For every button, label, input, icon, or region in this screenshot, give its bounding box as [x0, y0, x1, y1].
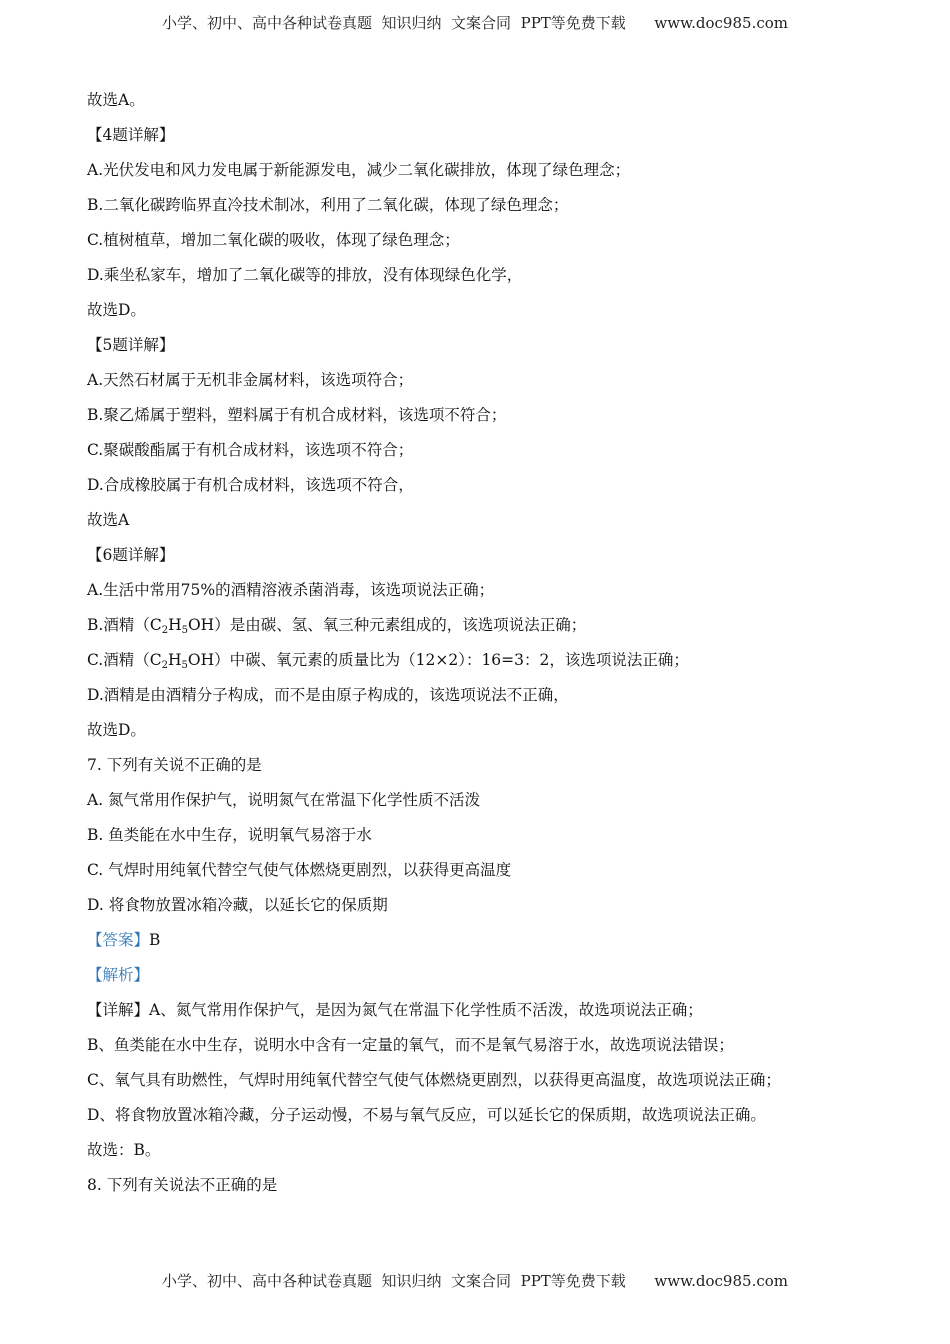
text-segment: A.生活中常用75%的酒精溶液杀菌消毒，该选项说法正确；	[87, 581, 495, 599]
text-line	[87, 125, 174, 145]
text-line	[87, 230, 460, 250]
text-segment: D.乘坐私家车，增加了二氧化碳等的排放，没有体现绿色化学，	[87, 266, 523, 284]
subscript: 2	[161, 625, 169, 636]
text-segment: C.酒精（C	[87, 651, 162, 669]
text-segment: D.合成橡胶属于有机合成材料，该选项不符合，	[87, 476, 414, 494]
text-segment: B. 鱼类能在水中生存，说明氧气易溶于水	[87, 826, 372, 844]
text-segment: 【详解】A、氮气常用作保护气，是因为氮气在常温下化学性质不活泼，故选项说法正确；	[87, 1001, 703, 1019]
text-segment: 故选D。	[87, 721, 146, 739]
text-segment: C.植树植草，增加二氧化碳的吸收，体现了绿色理念；	[87, 231, 460, 249]
subscript: 5	[181, 660, 188, 671]
text-line	[87, 1175, 277, 1195]
text-line	[87, 160, 630, 180]
text-segment: A.天然石材属于无机非金属材料，该选项符合；	[87, 371, 414, 389]
text-segment: 故选D。	[87, 301, 146, 319]
text-segment: OH）是由碳、氢、氧三种元素组成的，该选项说法正确；	[187, 616, 587, 634]
text-segment: H	[168, 616, 182, 634]
text-line	[87, 965, 149, 985]
text-line	[87, 1105, 766, 1125]
text-line	[87, 1140, 160, 1160]
text-segment: A. 氮气常用作保护气，说明氮气在常温下化学性质不活泼	[87, 791, 481, 809]
text-line	[87, 790, 480, 810]
text-line	[87, 685, 569, 705]
text-line	[87, 370, 413, 390]
text-line	[87, 755, 262, 775]
text-segment: 故选：B。	[87, 1141, 161, 1159]
subscript: 5	[181, 625, 188, 636]
text-line	[87, 335, 174, 355]
text-segment: OH）中碳、氧元素的质量比为（12×2）：16=3：2，该选项说法正确；	[187, 651, 689, 669]
text-line	[87, 475, 414, 495]
subscript: 2	[161, 660, 168, 671]
text-line	[87, 545, 174, 565]
text-segment: 7. 下列有关说不正确的是	[87, 756, 262, 774]
text-segment: B、鱼类能在水中生存，说明水中含有一定量的氧气，而不是氧气易溶于水，故选项说法错误；	[87, 1036, 734, 1054]
text-segment: D. 将食物放置冰箱冷藏，以延长它的保质期	[87, 896, 388, 914]
text-segment: B.二氧化碳跨临界直冷技术制冰，利用了二氧化碳，体现了绿色理念；	[87, 196, 569, 214]
page-footer: 小学、初中、高中各种试卷真题 知识归纳 文案合同 PPT等免费下载 www.doc985.com	[161, 1272, 788, 1290]
text-segment: 8. 下列有关说法不正确的是	[87, 1176, 278, 1194]
text-segment: D、将食物放置冰箱冷藏，分子运动慢，不易与氧气反应，可以延长它的保质期，故选项说法正确。	[87, 1106, 766, 1124]
text-segment: C、氧气具有助燃性，气焊时用纯氧代替空气使气体燃烧更剧烈，以获得更高温度，故选项说法正确；	[87, 1071, 781, 1089]
text-segment: C.聚碳酸酯属于有机合成材料，该选项不符合；	[87, 441, 414, 459]
text-line	[87, 440, 413, 460]
text-segment: 故选A	[87, 511, 130, 529]
text-line	[87, 300, 146, 320]
text-segment: B.聚乙烯属于塑料，塑料属于有机合成材料，该选项不符合；	[87, 406, 507, 424]
text-line	[87, 580, 494, 600]
text-line	[87, 1000, 703, 1020]
text-segment: 故选A。	[87, 91, 145, 109]
text-segment: H	[167, 651, 182, 669]
text-segment: A.光伏发电和风力发电属于新能源发电，减少二氧化碳排放，体现了绿色理念；	[87, 161, 631, 179]
text-line	[87, 615, 586, 635]
text-line	[87, 1035, 734, 1055]
text-line	[87, 510, 129, 530]
text-segment: B	[149, 931, 161, 949]
text-line	[87, 265, 522, 285]
text-line	[87, 720, 146, 740]
text-segment: B.酒精（C	[87, 616, 162, 634]
text-segment: D.酒精是由酒精分子构成，而不是由原子构成的，该选项说法不正确，	[87, 686, 569, 704]
text-segment: 【5题详解】	[87, 336, 175, 354]
section-label: 【解析】	[87, 966, 150, 984]
text-line	[87, 825, 372, 845]
text-line	[87, 405, 506, 425]
page-header: 小学、初中、高中各种试卷真题 知识归纳 文案合同 PPT等免费下载 www.doc985.com	[161, 14, 788, 32]
text-line	[87, 195, 568, 215]
section-label: 【答案】	[87, 931, 150, 949]
text-line	[87, 90, 145, 110]
text-line	[87, 650, 689, 670]
text-line	[87, 1070, 781, 1090]
text-line	[87, 860, 511, 880]
text-line	[87, 930, 160, 950]
text-line	[87, 895, 388, 915]
text-segment: 【4题详解】	[87, 126, 175, 144]
text-segment: 【6题详解】	[87, 546, 175, 564]
text-segment: C. 气焊时用纯氧代替空气使气体燃烧更剧烈，以获得更高温度	[87, 861, 512, 879]
